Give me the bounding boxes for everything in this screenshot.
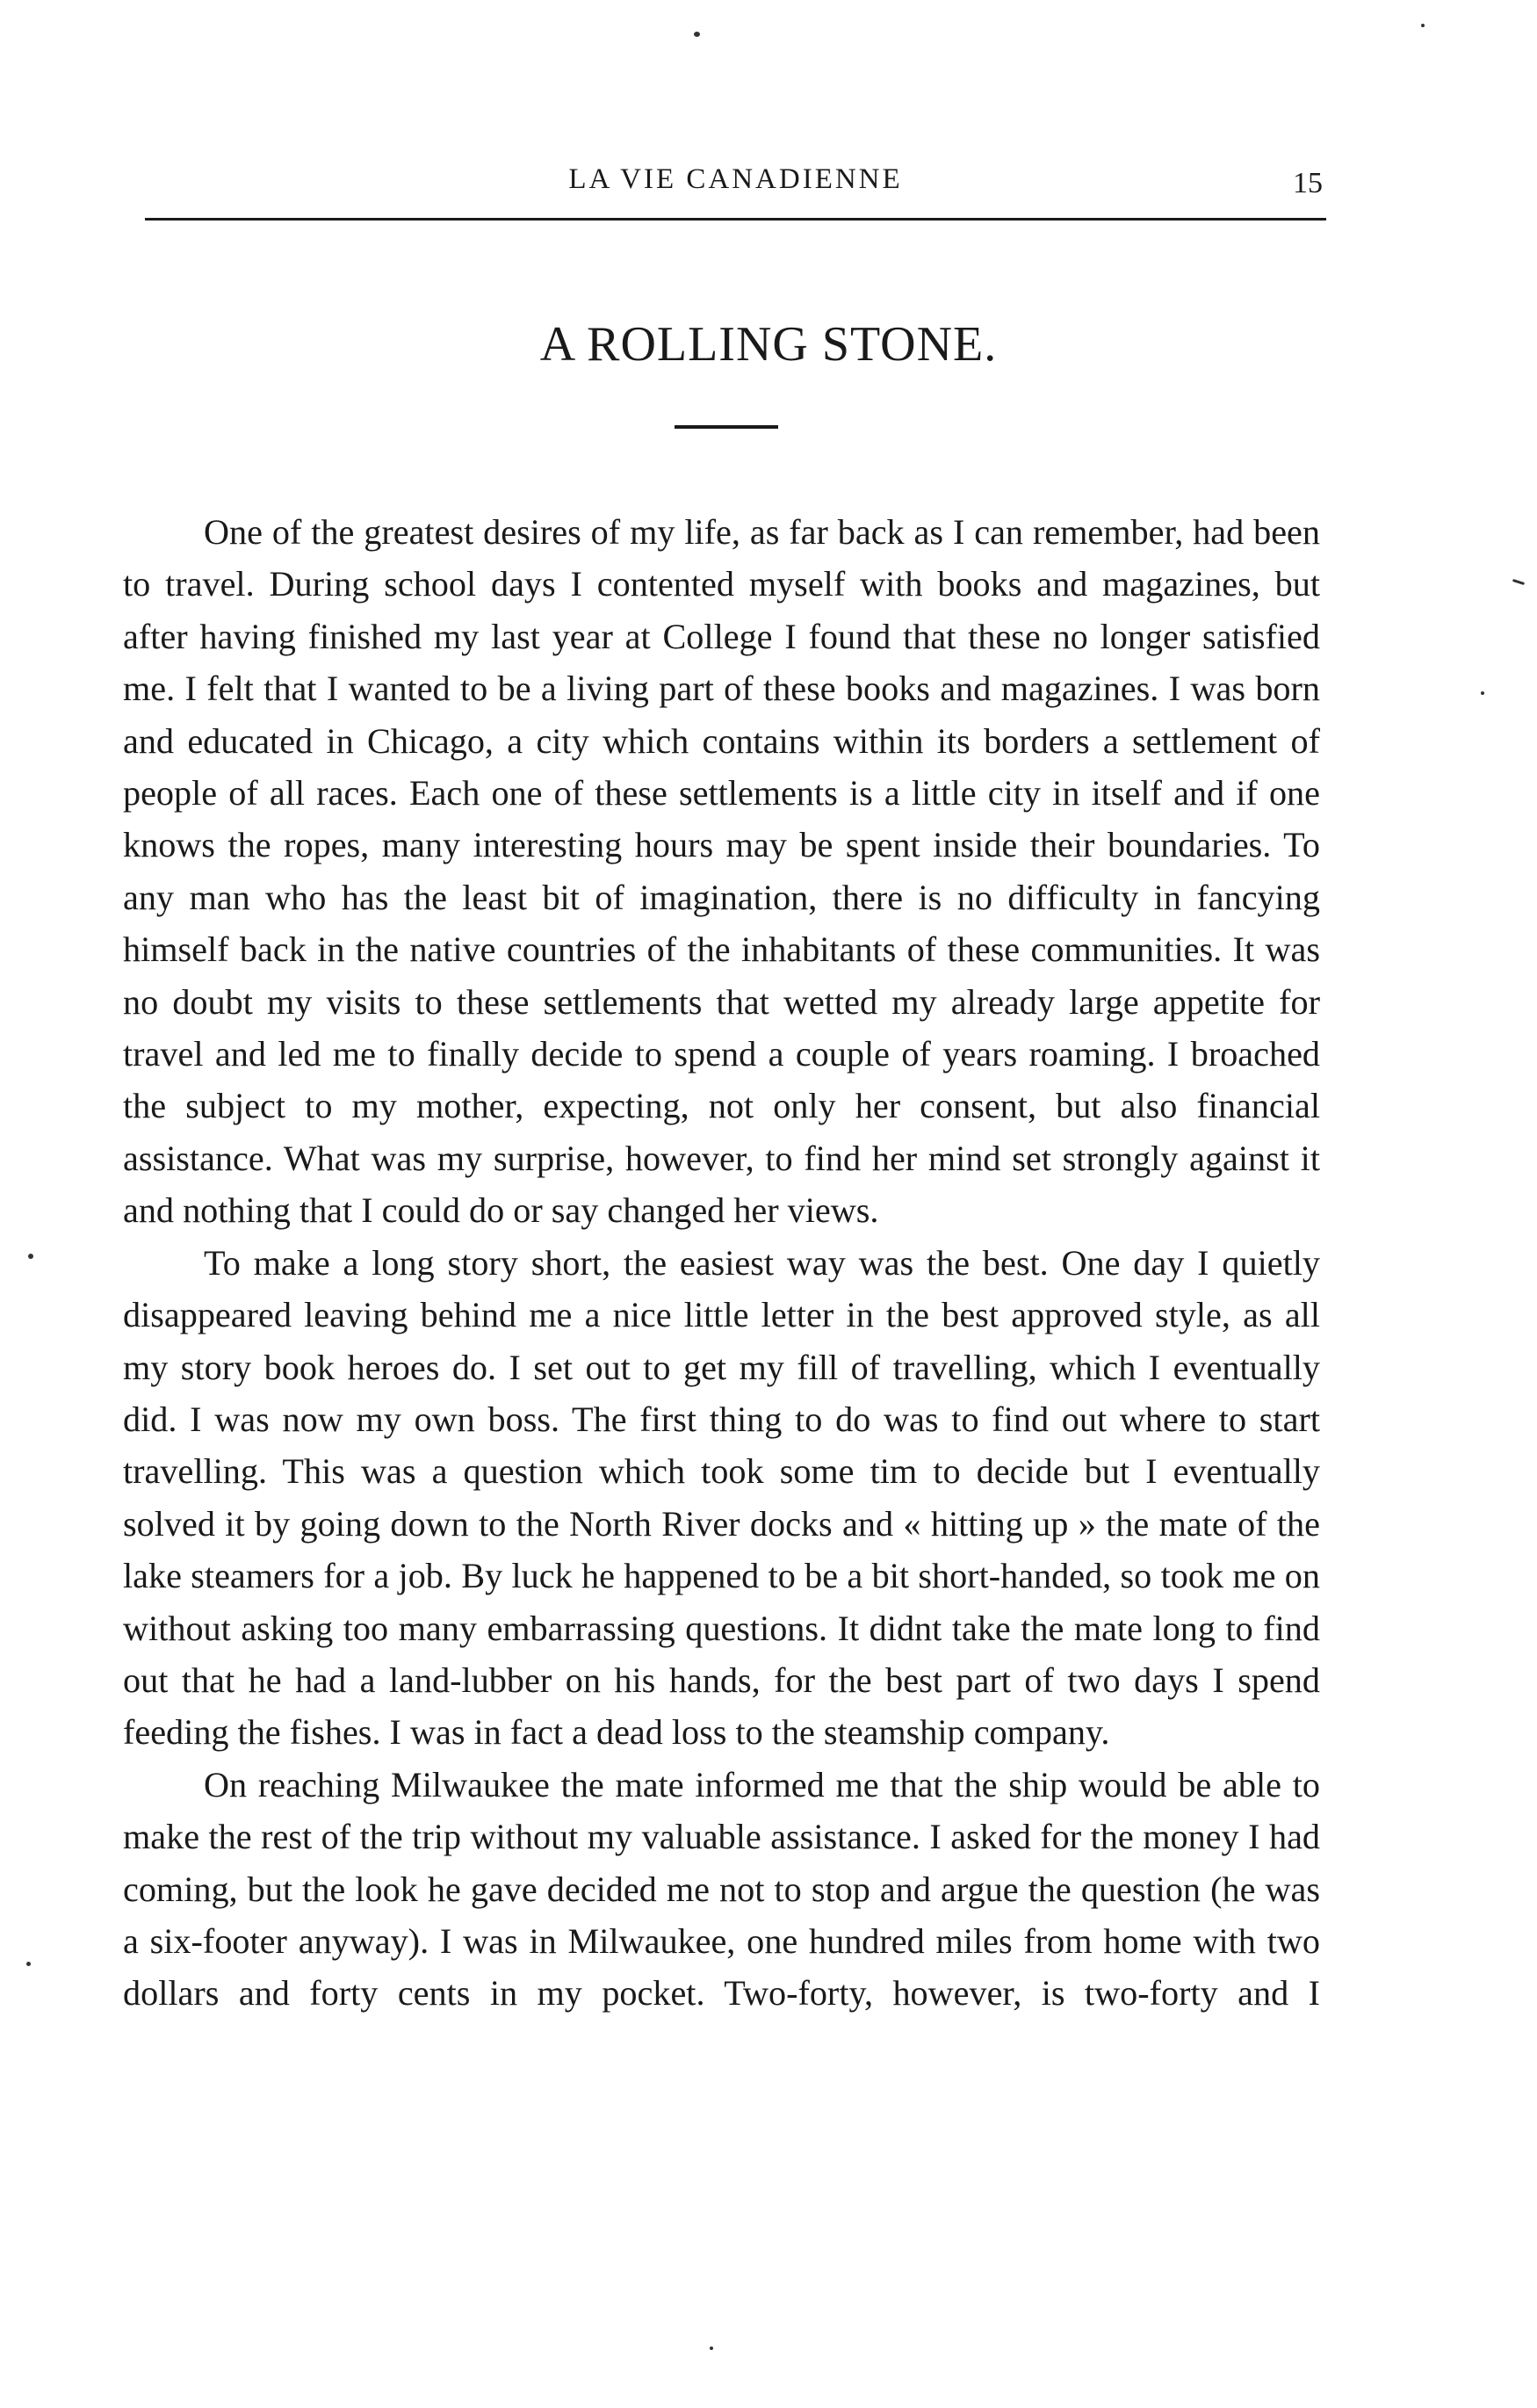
paragraph-1: One of the greatest desires of my life, as far back as I can remember, had been to travel. During school days I contented myself with books and magazines, but after having finished my last year at College I found that these no longer satisfied me. I felt that I wanted to be a living part of these books and magazines. I was born and educated in Chicago, a city which contains within its borders a settlement of people of all races. Each one of these settlements is a little city in itself and if one knows the ropes, many interesting hours may be spent inside their boundaries. To any man who has the least bit of imagination, there is no difficulty in fancying himself back in the native countries of the inhabitants of these communities. It was no doubt my visits to these settlements that wetted my already large appetite for travel and led me to finally decide to spend a couple of years roaming. I broached the subject to my mother, expecting, not only her consent, but also financial assistance. What was my surprise, however, to find her mind set strongly against it and nothing that I could do or say changed her views. [123, 512, 1320, 1231]
page-header [145, 156, 1326, 209]
scan-speck [26, 1962, 31, 1966]
scan-speck [1421, 24, 1425, 27]
paragraph-2: To make a long story short, the easiest way was the best. One day I quietly disappeared leaving behind me a nice little letter in the best approved style, as all my story book heroes do. I set out to get my fill of travelling, which I eventually did. I was now my own boss. The first thing to do was to find out where to start travelling. This was a question which took some tim to decide but I eventually solved it by going down to the North River docks and « hitting up » the mate of the lake steamers for a job. By luck he happened to be a bit short-handed, so took me on without asking too many embarrassing questions. It didnt take the mate long to find out that he had a land-lubber on his hands, for the best part of two days I spend feeding the fishes. I was in fact a dead loss to the steamship company. [123, 1242, 1320, 1753]
article-body [123, 506, 1320, 2020]
scan-speck [694, 32, 700, 37]
scan-speck [710, 2347, 713, 2350]
article-title: A ROLLING STONE. [539, 317, 998, 372]
paragraph-3: On reaching Milwaukee the mate informed me that the ship would be able to make the rest of the trip without my valuable assistance. I asked for the money I had coming, but the look he gave decided me not to stop and argue the question (he was a six-footer anyway). I was in Milwaukee, one hundred miles from home with two dollars and forty cents in my pocket. Two-forty, however, is two-forty and I [123, 1764, 1320, 2014]
scan-speck [1481, 691, 1484, 695]
page-number: 15 [1293, 167, 1323, 199]
scan-speck [1512, 579, 1525, 585]
scan-speck [28, 1254, 33, 1259]
header-rule [145, 218, 1326, 221]
title-rule [675, 425, 778, 429]
running-head: LA VIE CANADIENNE [568, 163, 903, 195]
